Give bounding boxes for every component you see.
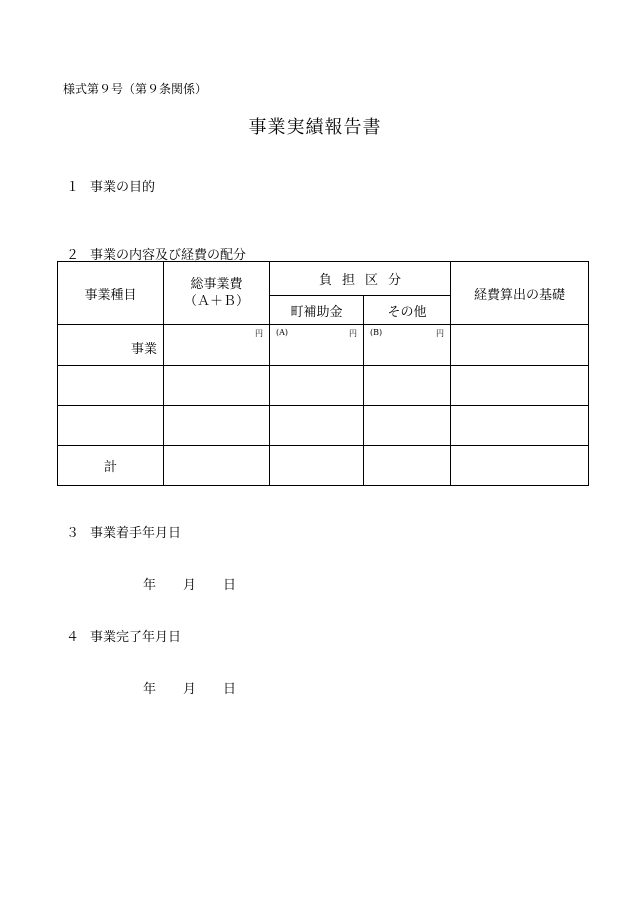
section-number: ３: [66, 526, 80, 541]
section-label: 事業完了年月日: [90, 630, 182, 645]
section-number: ２: [66, 248, 80, 263]
form-number: 様式第９号（第９条関係）: [63, 82, 208, 96]
header-other: その他: [364, 296, 451, 325]
section-number: １: [66, 180, 80, 195]
yen-unit: 円: [255, 329, 263, 338]
cell-basis: [451, 446, 589, 486]
cell-other: [364, 446, 451, 486]
cell-other: [364, 406, 451, 446]
document-title: 事業実績報告書: [248, 117, 382, 138]
cell-total: [164, 366, 270, 406]
table-row: [58, 325, 589, 366]
cell-total: [164, 325, 270, 366]
yen-unit: 円: [349, 329, 357, 338]
section-label: 事業の目的: [90, 180, 156, 195]
cell-subsidy: [270, 446, 364, 486]
section-label: 事業着手年月日: [90, 526, 182, 541]
table-row: [58, 366, 589, 406]
mark-a: (A): [276, 328, 289, 337]
total-label: 計: [58, 446, 164, 486]
year-label: 年: [143, 682, 157, 697]
cell-total: [164, 406, 270, 446]
header-total-line1: 総事業費: [190, 277, 243, 292]
cell-basis: [451, 406, 589, 446]
header-total-line2: （Ａ＋Ｂ）: [183, 294, 249, 309]
header-burden: 負担区分: [270, 262, 451, 296]
year-label: 年: [143, 578, 157, 593]
month-label: 月: [183, 682, 197, 697]
header-type: 事業種目: [58, 262, 164, 325]
header-total: [164, 262, 270, 325]
section-3-heading: [66, 522, 181, 541]
start-date-fields: [143, 574, 236, 593]
row-label-text: 事業: [130, 341, 157, 357]
cell-type: [58, 406, 164, 446]
cell-subsidy: [270, 325, 364, 366]
cell-other: [364, 366, 451, 406]
cell-basis: [451, 325, 589, 366]
table-row-total: [58, 446, 589, 486]
cell-basis: [451, 366, 589, 406]
mark-b: (B): [370, 328, 383, 337]
yen-unit: 円: [436, 329, 445, 338]
cell-other: [364, 325, 451, 366]
table-row: [58, 406, 589, 446]
section-1-heading: [66, 176, 155, 195]
expense-table: [57, 261, 589, 486]
month-label: 月: [183, 578, 197, 593]
row-label-jigyo: [58, 325, 164, 366]
cell-subsidy: [270, 366, 364, 406]
cell-subsidy: [270, 406, 364, 446]
header-basis: 経費算出の基礎: [451, 262, 589, 325]
day-label: 日: [223, 682, 237, 697]
end-date-fields: [143, 678, 236, 697]
header-subsidy: 町補助金: [270, 296, 364, 325]
cell-total: [164, 446, 270, 486]
cell-type: [58, 366, 164, 406]
section-4-heading: [66, 626, 181, 645]
section-label: 事業の内容及び経費の配分: [90, 248, 247, 263]
section-number: ４: [66, 630, 80, 645]
day-label: 日: [223, 578, 237, 593]
